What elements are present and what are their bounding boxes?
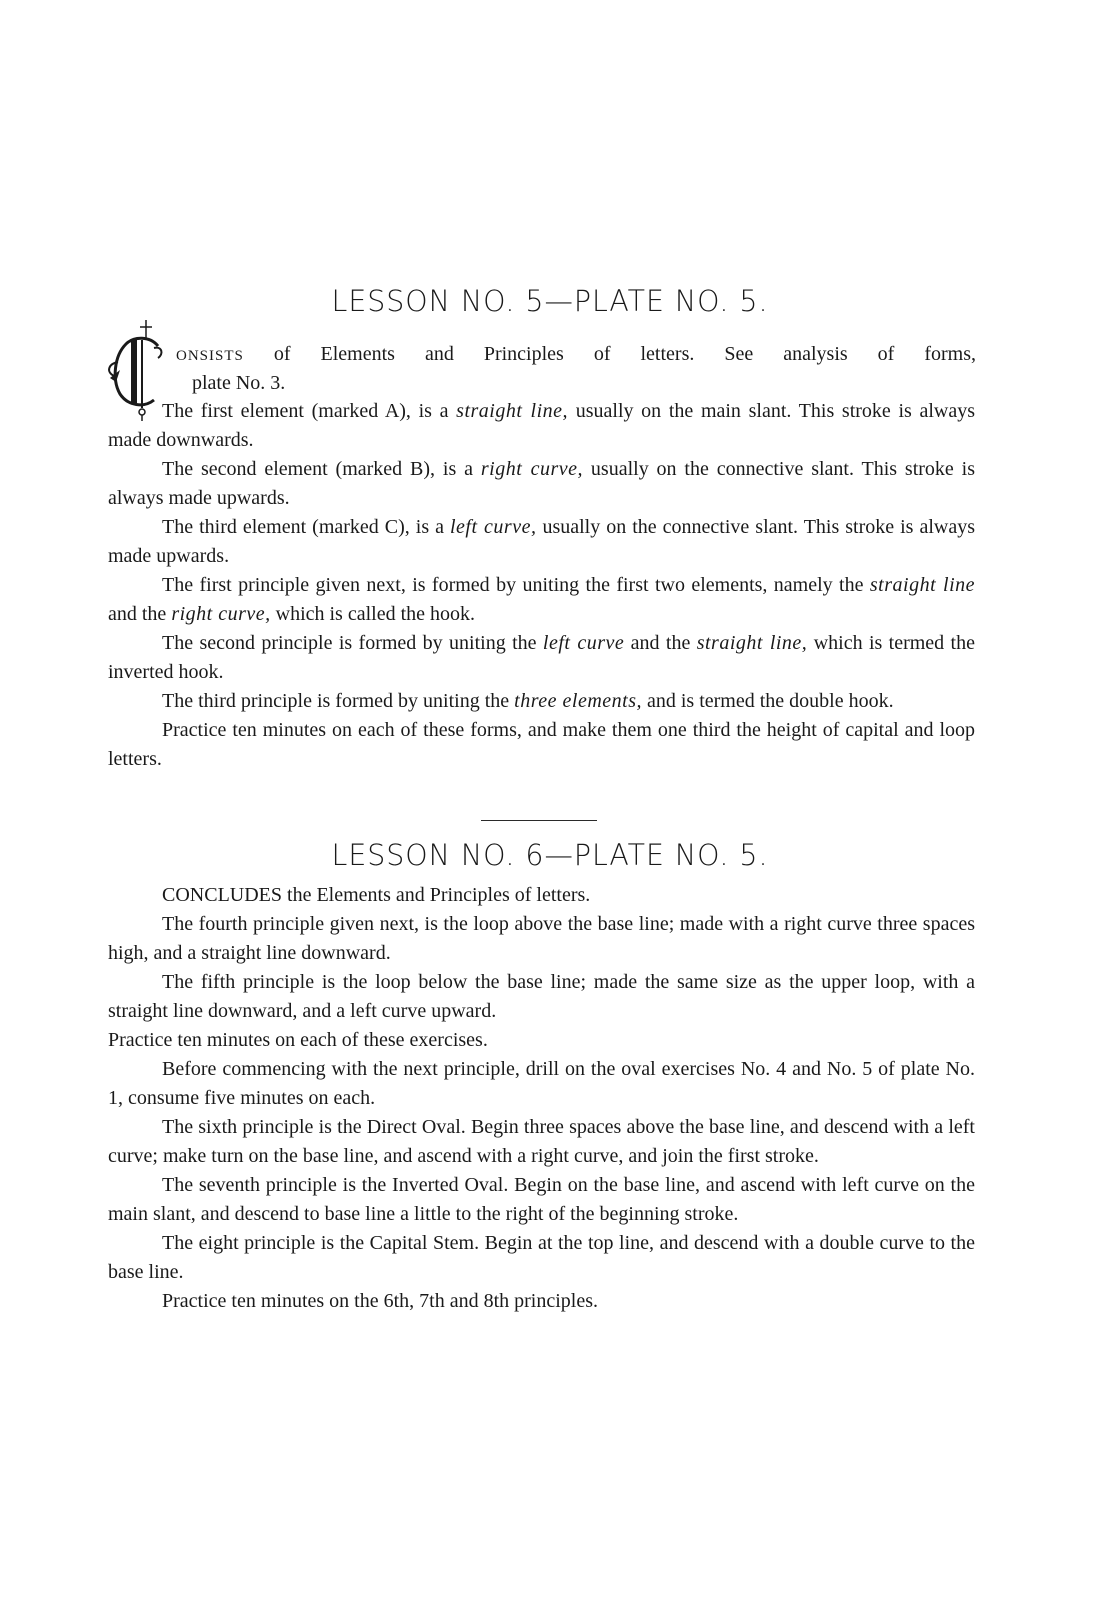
text-run: and the — [108, 603, 172, 625]
lead-smallcaps: ONSISTS — [176, 348, 244, 364]
paragraph: Before commencing with the next principle, drill on the oval exercises No. 4 and No. 5 of plate No. 1, consume five minutes on each. — [108, 1058, 975, 1109]
italic-term: straight line, — [696, 632, 808, 654]
text-run: usually on the connective slant. This stroke is always made upwards. — [108, 458, 976, 509]
text-run: usually on the connective slant. This stroke is always made upwards. — [108, 516, 975, 567]
section-divider — [481, 820, 597, 821]
lesson-5-heading: LESSON NO. 5—PLATE NO. 5. — [331, 284, 769, 318]
text-run: The second element (marked B), is a — [162, 458, 481, 480]
text-run: and is termed the double hook. — [641, 690, 894, 712]
text-run: which is termed the inverted hook. — [108, 632, 975, 683]
text-run: which is called the hook. — [270, 603, 476, 625]
italic-term: left curve, — [450, 516, 537, 538]
italic-term: right curve, — [171, 603, 271, 625]
italic-term: right curve, — [480, 458, 584, 480]
paragraph: The eight principle is the Capital Stem. Begin at the top line, and descend with a double curve to the base line. — [108, 1232, 975, 1283]
text-run: The first principle given next, is formed by uniting the first two elements, namely the — [162, 574, 870, 596]
italic-term: straight line — [869, 574, 976, 596]
text-run: usually on the main slant. This stroke is always made downwards. — [108, 400, 976, 451]
paragraph: The seventh principle is the Inverted Oval. Begin on the base line, and ascend with left curve on the main slant, and descend to base line a little to the right of the beginning stroke. — [108, 1174, 975, 1225]
paragraph — [108, 455, 975, 513]
lesson-5-lead-line — [176, 340, 976, 371]
text-run: and the — [624, 632, 697, 654]
paragraph — [108, 513, 975, 571]
paragraph — [108, 687, 975, 716]
italic-term: left curve — [542, 632, 625, 654]
text-run: The second principle is formed by uniting the — [162, 632, 543, 654]
paragraph — [108, 571, 975, 629]
paragraph — [108, 629, 975, 687]
paragraph: Practice ten minutes on the 6th, 7th and 8th principles. — [162, 1290, 599, 1312]
italic-term: three elements, — [514, 690, 642, 712]
paragraph: Practice ten minutes on each of these exercises. — [108, 1029, 488, 1051]
text-run: The first element (marked A), is a — [162, 400, 457, 422]
text-run: The third principle is formed by uniting the — [162, 690, 515, 712]
lesson-5-lead-line-2: plate No. 3. — [192, 372, 286, 394]
paragraph: CONCLUDES the Elements and Principles of letters. — [162, 884, 591, 906]
paragraph: The fourth principle given next, is the loop above the base line; made with a right curve three spaces high, and a straight line downward. — [108, 913, 975, 964]
lesson-5-opening — [108, 336, 975, 396]
paragraph — [108, 397, 975, 455]
text-run: The third element (marked C), is a — [162, 516, 450, 538]
paragraph: Practice ten minutes on each of these forms, and make them one third the height of capital and loop letters. — [108, 719, 975, 770]
italic-term: straight line, — [456, 400, 569, 422]
lead-line1-rest: of Elements and Principles of letters. See analysis of forms, — [243, 343, 976, 365]
lesson-6-body — [108, 881, 975, 1316]
lesson-6-heading: LESSON NO. 6—PLATE NO. 5. — [331, 838, 769, 872]
lesson-5-body — [108, 397, 975, 774]
paragraph: The sixth principle is the Direct Oval. Begin three spaces above the base line, and descend with a left curve; make turn on the base line, and ascend with a right curve, and join the first stroke. — [108, 1116, 975, 1167]
paragraph: The fifth principle is the loop below the base line; made the same size as the upper loop, with a straight line downward, and a left curve upward. — [108, 971, 975, 1022]
